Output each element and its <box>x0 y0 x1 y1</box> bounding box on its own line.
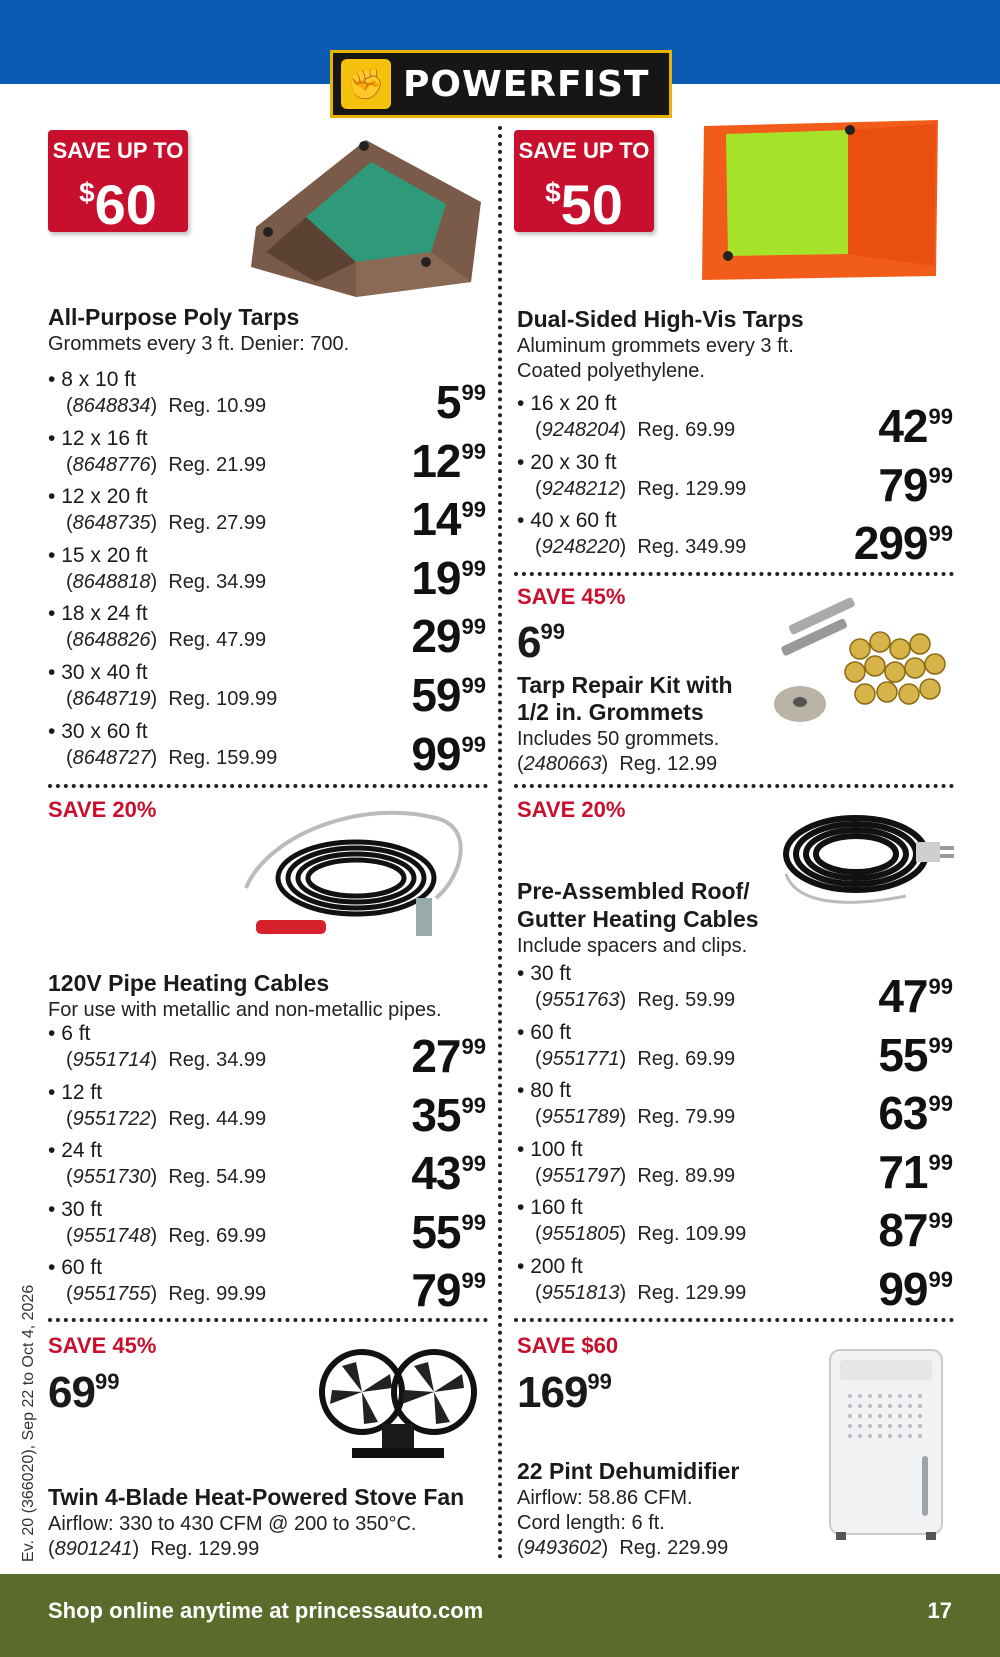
save-value: 60 <box>94 173 157 236</box>
item-sku: (9551797) Reg. 89.99 <box>535 1164 736 1187</box>
price-cents: 99 <box>461 731 486 757</box>
regular-price: Reg. 12.99 <box>619 753 718 775</box>
item-size: • 15 x 20 ft <box>48 544 148 568</box>
sale-price <box>878 453 953 511</box>
price-dollars: 99 <box>878 1262 928 1315</box>
sale-price <box>878 964 953 1022</box>
repair-kit-image <box>770 594 950 734</box>
item-sku: (9493602) Reg. 229.99 <box>517 1537 729 1559</box>
sale-price <box>411 1258 486 1317</box>
sale-price <box>411 429 486 487</box>
item-sku: (9551722) Reg. 44.99 <box>66 1107 267 1130</box>
item-size: • 8 x 10 ft <box>48 368 136 392</box>
price-cents: 99 <box>928 1208 953 1234</box>
price-cents: 99 <box>587 1369 612 1394</box>
item-size: • 24 ft <box>48 1139 102 1163</box>
regular-price: Reg. 109.99 <box>168 687 278 710</box>
regular-price: Reg. 21.99 <box>168 453 267 476</box>
price-cents: 99 <box>461 1034 486 1059</box>
sale-price <box>435 370 486 428</box>
regular-price: Reg. 10.99 <box>168 395 267 417</box>
price-cents: 99 <box>928 462 953 488</box>
price-dollars: 35 <box>411 1088 461 1141</box>
divider <box>48 1318 488 1322</box>
item-sku: (8648719) Reg. 109.99 <box>66 687 278 710</box>
sale-price <box>878 1257 953 1315</box>
item-size: • 200 ft <box>517 1255 583 1279</box>
price-row <box>517 1077 953 1140</box>
price-dollars: 87 <box>878 1204 928 1257</box>
price-dollars: 29 <box>411 610 461 663</box>
price-dollars: 63 <box>878 1087 928 1140</box>
event-date-note: Ev. 20 (366020), Sep 22 to Oct 4, 2026 <box>20 1284 37 1562</box>
sku-number: 9551722 <box>72 1107 151 1130</box>
regular-price: Reg. 129.99 <box>150 1538 260 1560</box>
product-desc: Include spacers and clips. <box>517 935 748 957</box>
divider <box>514 572 954 576</box>
save-label: SAVE UP TO <box>52 138 184 163</box>
price-dollars: 19 <box>411 551 461 604</box>
hivis-tarp-list <box>517 390 953 570</box>
item-sku: (8901241) Reg. 129.99 <box>48 1538 260 1560</box>
price-dollars: 6 <box>517 618 541 667</box>
price-row <box>48 1254 486 1317</box>
sku-number: 9551763 <box>541 989 620 1011</box>
sale-price <box>411 1024 486 1082</box>
sku-number: 9551771 <box>541 1047 620 1070</box>
product-title: 22 Pint Dehumidifier <box>517 1458 740 1484</box>
price-dollars: 27 <box>411 1030 461 1082</box>
sku-number: 2480663 <box>523 753 602 775</box>
item-sku: (8648826) Reg. 47.99 <box>66 629 267 652</box>
price-dollars: 55 <box>878 1028 928 1081</box>
sale-price <box>411 546 486 604</box>
price-dollars: 14 <box>411 493 461 546</box>
price-row <box>48 483 486 546</box>
price-row <box>48 425 486 487</box>
regular-price: Reg. 159.99 <box>168 746 278 769</box>
price-dollars: 79 <box>878 458 928 511</box>
sku-number: 9551748 <box>72 1224 151 1247</box>
item-size: • 160 ft <box>517 1196 583 1220</box>
product-desc-line: Coated polyethylene. <box>517 360 705 382</box>
item-sku: (9551813) Reg. 129.99 <box>535 1281 747 1304</box>
price-cents: 99 <box>461 380 486 405</box>
regular-price: Reg. 34.99 <box>168 570 267 593</box>
sale-price <box>411 1200 486 1258</box>
item-sku: (9551748) Reg. 69.99 <box>66 1224 267 1247</box>
item-sku: (8648735) Reg. 27.99 <box>66 512 267 535</box>
save-amount <box>48 164 188 234</box>
item-sku: (8648834) Reg. 10.99 <box>66 395 267 417</box>
regular-price: Reg. 129.99 <box>637 477 747 500</box>
price-row <box>517 1019 953 1081</box>
item-size: • 20 x 30 ft <box>517 451 617 475</box>
save-tag: SAVE 20% <box>517 797 626 822</box>
price-row <box>517 390 953 452</box>
pipe-cable-image <box>236 798 476 958</box>
price-dollars: 79 <box>411 1264 461 1317</box>
item-sku: (8648776) Reg. 21.99 <box>66 453 267 476</box>
price-cents: 99 <box>928 521 953 547</box>
regular-price: Reg. 79.99 <box>637 1106 736 1129</box>
item-size: • 30 ft <box>48 1198 102 1222</box>
item-size: • 12 ft <box>48 1081 102 1105</box>
regular-price: Reg. 69.99 <box>168 1224 267 1247</box>
price-cents: 99 <box>461 672 486 698</box>
regular-price: Reg. 69.99 <box>637 419 736 441</box>
item-sku: (9551730) Reg. 54.99 <box>66 1166 267 1189</box>
sale-price <box>878 1140 953 1198</box>
price-cents: 99 <box>928 974 953 999</box>
save-value: 50 <box>560 173 623 236</box>
price-cents: 99 <box>928 1149 953 1175</box>
price-cents: 99 <box>461 1209 486 1235</box>
regular-price: Reg. 349.99 <box>637 536 747 559</box>
product-desc: Includes 50 grommets. <box>517 728 720 750</box>
price-row <box>517 1194 953 1257</box>
price-dollars: 71 <box>878 1145 928 1198</box>
price-row <box>48 1020 486 1082</box>
save-tag: SAVE 45% <box>48 1333 157 1358</box>
regular-price: Reg. 99.99 <box>168 1283 267 1306</box>
product-title-line: Tarp Repair Kit with <box>517 672 733 698</box>
currency-sign: $ <box>545 177 561 208</box>
price-row <box>517 1253 953 1315</box>
price-cents: 99 <box>461 555 486 581</box>
product-title-line: Pre-Assembled Roof/ <box>517 878 750 904</box>
item-size: • 30 x 60 ft <box>48 720 148 744</box>
product-title-line: Gutter Heating Cables <box>517 906 759 932</box>
item-sku: (9551789) Reg. 79.99 <box>535 1106 736 1129</box>
sku-number: 9551789 <box>541 1106 620 1129</box>
brand-logo <box>330 50 672 118</box>
regular-price: Reg. 89.99 <box>637 1164 736 1187</box>
regular-price: Reg. 229.99 <box>619 1537 729 1559</box>
item-size: • 60 ft <box>48 1256 102 1280</box>
price-cents: 99 <box>928 1266 953 1292</box>
price-cents: 99 <box>461 438 486 464</box>
sku-number: 8648727 <box>72 746 151 769</box>
item-size: • 18 x 24 ft <box>48 602 148 626</box>
price-dollars: 99 <box>411 727 461 780</box>
price-row <box>48 600 486 663</box>
sale-price <box>411 487 486 546</box>
price-row <box>48 366 486 428</box>
sku-number: 9551714 <box>72 1049 151 1071</box>
regular-price: Reg. 44.99 <box>168 1107 267 1130</box>
sale-price <box>878 394 953 452</box>
stove-fan-image <box>312 1344 488 1464</box>
price-dollars: 169 <box>517 1368 588 1417</box>
dehumidifier-image <box>826 1346 946 1542</box>
item-size: • 40 x 60 ft <box>517 509 617 533</box>
item-size: • 6 ft <box>48 1022 90 1046</box>
divider <box>514 784 954 788</box>
save-badge-hivis-tarps <box>514 130 654 236</box>
sku-number: 9551755 <box>72 1283 151 1306</box>
item-sku: (9248204) Reg. 69.99 <box>535 419 736 441</box>
price-dollars: 299 <box>853 517 928 570</box>
price-row <box>48 1079 486 1141</box>
item-size: • 100 ft <box>517 1138 583 1162</box>
item-size: • 16 x 20 ft <box>517 392 617 416</box>
save-tag: SAVE 45% <box>517 584 626 609</box>
sku-number: 8648735 <box>72 512 151 535</box>
item-size: • 80 ft <box>517 1079 571 1103</box>
brand-name: POWERFIST <box>403 63 650 105</box>
item-size: • 12 x 20 ft <box>48 485 148 509</box>
footer-band <box>0 1574 1000 1657</box>
sku-number: 8901241 <box>54 1538 133 1560</box>
price-row <box>517 507 953 570</box>
sku-number: 8648776 <box>72 453 151 476</box>
regular-price: Reg. 34.99 <box>168 1049 267 1071</box>
sku-number: 8648719 <box>72 687 151 710</box>
price-row <box>517 1136 953 1198</box>
regular-price: Reg. 27.99 <box>168 512 267 535</box>
product-desc-line: Cord length: 6 ft. <box>517 1512 665 1534</box>
sale-price <box>411 1083 486 1141</box>
price-dollars: 42 <box>878 400 928 452</box>
price-cents: 99 <box>928 1091 953 1117</box>
regular-price: Reg. 54.99 <box>168 1166 267 1189</box>
currency-sign: $ <box>79 177 95 208</box>
sku-number: 9248204 <box>541 419 620 441</box>
sku-number: 9248220 <box>541 536 620 559</box>
sku-number: 9551730 <box>72 1166 151 1189</box>
price-dollars: 69 <box>48 1368 95 1417</box>
price-cents: 99 <box>540 619 565 644</box>
product-title: Twin 4-Blade Heat-Powered Stove Fan <box>48 1484 465 1510</box>
price-cents: 99 <box>94 1369 120 1394</box>
regular-price: Reg. 69.99 <box>637 1047 736 1070</box>
sale-price <box>48 1360 119 1415</box>
price-dollars: 59 <box>411 668 461 721</box>
price-dollars: 12 <box>411 434 461 487</box>
regular-price: Reg. 129.99 <box>637 1281 747 1304</box>
hivis-tarp-image <box>698 116 946 286</box>
shop-online-link[interactable]: Shop online anytime at princessauto.com <box>48 1598 484 1623</box>
roof-cable-image <box>776 804 966 914</box>
sale-price <box>517 610 565 665</box>
sku-number: 8648826 <box>72 629 151 652</box>
sku-number: 9551805 <box>541 1223 620 1246</box>
item-size: • 30 ft <box>517 962 571 986</box>
sale-price <box>853 511 953 570</box>
product-title: Dual-Sided High-Vis Tarps <box>517 306 804 332</box>
page-number: 17 <box>927 1598 952 1623</box>
regular-price: Reg. 59.99 <box>637 989 736 1011</box>
price-dollars: 43 <box>411 1147 461 1200</box>
sale-price <box>411 722 486 780</box>
product-title: 120V Pipe Heating Cables <box>48 970 330 996</box>
price-cents: 99 <box>461 1268 486 1294</box>
sale-price <box>878 1023 953 1081</box>
item-sku: (9248220) Reg. 349.99 <box>535 536 747 559</box>
price-row <box>517 449 953 511</box>
sku-number: 8648834 <box>72 395 151 417</box>
save-amount <box>514 164 654 234</box>
price-dollars: 47 <box>878 970 928 1022</box>
sale-price <box>411 663 486 721</box>
save-tag: SAVE $60 <box>517 1333 619 1358</box>
poly-tarp-image <box>246 132 486 302</box>
price-row <box>48 659 486 721</box>
product-desc: For use with metallic and non-metallic pipes. <box>48 999 442 1021</box>
product-desc: Grommets every 3 ft. Denier: 700. <box>48 333 350 355</box>
sku-number: 9551813 <box>541 1281 620 1304</box>
price-cents: 99 <box>461 497 486 523</box>
regular-price: Reg. 47.99 <box>168 629 267 652</box>
item-sku: (9248212) Reg. 129.99 <box>535 477 747 500</box>
sale-price <box>517 1360 612 1415</box>
price-row <box>48 1196 486 1258</box>
product-desc: Airflow: 330 to 430 CFM @ 200 to 350°C. <box>48 1513 417 1535</box>
price-cents: 99 <box>928 1032 953 1058</box>
divider <box>514 1318 954 1322</box>
sku-number: 9551797 <box>541 1164 620 1187</box>
save-tag: SAVE 20% <box>48 797 157 822</box>
sku-number: 9493602 <box>523 1537 602 1559</box>
price-dollars: 55 <box>411 1205 461 1258</box>
product-desc-line: Aluminum grommets every 3 ft. <box>517 335 794 357</box>
product-desc-line: Airflow: 58.86 CFM. <box>517 1487 693 1509</box>
item-sku: (8648727) Reg. 159.99 <box>66 746 278 769</box>
product-title: All-Purpose Poly Tarps <box>48 304 300 330</box>
item-sku: (8648818) Reg. 34.99 <box>66 570 267 593</box>
regular-price: Reg. 109.99 <box>637 1223 747 1246</box>
item-sku: (9551771) Reg. 69.99 <box>535 1047 736 1070</box>
price-dollars: 5 <box>435 376 461 428</box>
sku-number: 9248212 <box>541 477 620 500</box>
roof-cable-list <box>517 960 953 1315</box>
sale-price <box>411 604 486 663</box>
item-size: • 12 x 16 ft <box>48 427 148 451</box>
price-cents: 99 <box>461 1092 486 1118</box>
price-row <box>517 960 953 1022</box>
price-row <box>48 718 486 780</box>
item-size: • 30 x 40 ft <box>48 661 148 685</box>
price-row <box>48 1137 486 1200</box>
sku-number: 8648818 <box>72 570 151 593</box>
fist-icon: ✊ <box>341 59 391 109</box>
price-cents: 99 <box>461 614 486 640</box>
item-sku: (2480663) Reg. 12.99 <box>517 753 718 775</box>
item-sku: (9551755) Reg. 99.99 <box>66 1283 267 1306</box>
item-size: • 60 ft <box>517 1021 571 1045</box>
item-sku: (9551763) Reg. 59.99 <box>535 989 736 1011</box>
item-sku: (9551714) Reg. 34.99 <box>66 1049 267 1071</box>
price-cents: 99 <box>928 404 953 429</box>
sale-price <box>411 1141 486 1200</box>
sale-price <box>878 1198 953 1257</box>
item-sku: (9551805) Reg. 109.99 <box>535 1223 747 1246</box>
sale-price <box>878 1081 953 1140</box>
save-badge-poly-tarps <box>48 130 188 236</box>
product-title-line: 1/2 in. Grommets <box>517 699 704 725</box>
price-cents: 99 <box>461 1151 486 1177</box>
divider <box>48 784 488 788</box>
save-label: SAVE UP TO <box>518 138 650 163</box>
column-divider <box>498 126 502 1560</box>
poly-tarp-list <box>48 366 486 780</box>
pipe-cable-list <box>48 1020 486 1317</box>
price-row <box>48 542 486 604</box>
